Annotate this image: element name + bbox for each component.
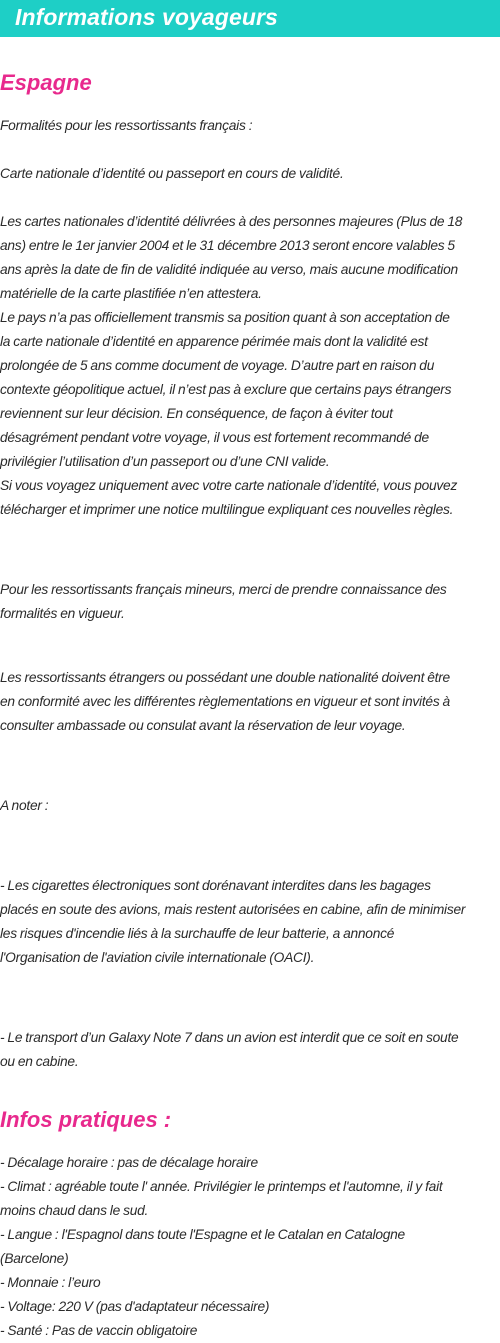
list-item: moins chaud dans le sud. (0, 1203, 149, 1218)
document-requirement: Carte nationale d’identité ou passeport en cours de validité. (0, 166, 344, 181)
text-line: - Le transport d’un Galaxy Note 7 dans un avion est interdit que ce soit en soute (0, 1030, 459, 1045)
etrangers-paragraph (0, 666, 500, 738)
text-line: ou en cabine. (0, 1054, 79, 1069)
text-line: les risques d'incendie liés à la surchauffe de leur batterie, a annoncé (0, 926, 395, 941)
text-line: reviennent sur leur décision. En conséquence, de façon à éviter tout (0, 406, 393, 421)
cigarettes-paragraph (0, 874, 500, 970)
text-line: Les ressortissants étrangers ou possédant une double nationalité doivent être (0, 670, 450, 685)
text-line: en conformité avec les différentes règlementations en vigueur et sont invités à (0, 694, 450, 709)
list-item: - Langue : l'Espagnol dans toute l'Espagne et le Catalan en Catalogne (0, 1227, 405, 1242)
list-item: - Décalage horaire : pas de décalage horaire (0, 1155, 258, 1170)
cni-validity-paragraph (0, 210, 500, 522)
mineurs-paragraph (0, 578, 500, 626)
text-line: désagrément pendant votre voyage, il vous est fortement recommandé de (0, 430, 429, 445)
text-line: ans) entre le 1er janvier 2004 et le 31 décembre 2013 seront encore valables 5 (0, 238, 455, 253)
page-title: Informations voyageurs (15, 4, 278, 30)
list-item: - Santé : Pas de vaccin obligatoire (0, 1323, 198, 1338)
text-line: Si vous voyagez uniquement avec votre carte nationale d’identité, vous pouvez (0, 478, 458, 493)
infos-pratiques-list (0, 1151, 500, 1343)
list-item: - Voltage: 220 V (pas d'adaptateur nécessaire) (0, 1299, 270, 1314)
text-line: matérielle de la carte plastifiée n’en attestera. (0, 286, 262, 301)
text-line: ans après la date de fin de validité indiquée au verso, mais aucune modification (0, 262, 458, 277)
country-title: Espagne (0, 70, 92, 95)
infos-pratiques-title: Infos pratiques : (0, 1107, 172, 1132)
text-line: consulter ambassade ou consulat avant la réservation de leur voyage. (0, 718, 406, 733)
galaxy-note-paragraph (0, 1026, 500, 1074)
text-line: la carte nationale d’identité en apparence périmée mais dont la validité est (0, 334, 428, 349)
text-line: prolongée de 5 ans comme document de voyage. D’autre part en raison du (0, 358, 435, 373)
list-item: - Climat : agréable toute l' année. Privilégier le printemps et l'automne, il y fait (0, 1179, 443, 1194)
list-item: - Monnaie : l’euro (0, 1275, 101, 1290)
text-line: formalités en vigueur. (0, 606, 125, 621)
a-noter-label: A noter : (0, 798, 49, 813)
text-line: contexte géopolitique actuel, il n’est pas à exclure que certains pays étrangers (0, 382, 452, 397)
text-line: Pour les ressortissants français mineurs, merci de prendre connaissance des (0, 582, 447, 597)
text-line: Le pays n’a pas officiellement transmis sa position quant à son acceptation de (0, 310, 450, 325)
text-line: placés en soute des avions, mais restent autorisées en cabine, afin de minimiser (0, 902, 466, 917)
text-line: privilégier l’utilisation d’un passeport ou d’une CNI valide. (0, 454, 330, 469)
header-banner (0, 0, 500, 37)
text-line: - Les cigarettes électroniques sont dorénavant interdites dans les bagages (0, 878, 431, 893)
list-item: (Barcelone) (0, 1251, 69, 1266)
formalites-intro: Formalités pour les ressortissants français : (0, 118, 253, 133)
text-line: Les cartes nationales d’identité délivrées à des personnes majeures (Plus de 18 (0, 214, 463, 229)
text-line: l'Organisation de l'aviation civile internationale (OACI). (0, 950, 315, 965)
text-line: télécharger et imprimer une notice multilingue expliquant ces nouvelles règles. (0, 502, 454, 517)
